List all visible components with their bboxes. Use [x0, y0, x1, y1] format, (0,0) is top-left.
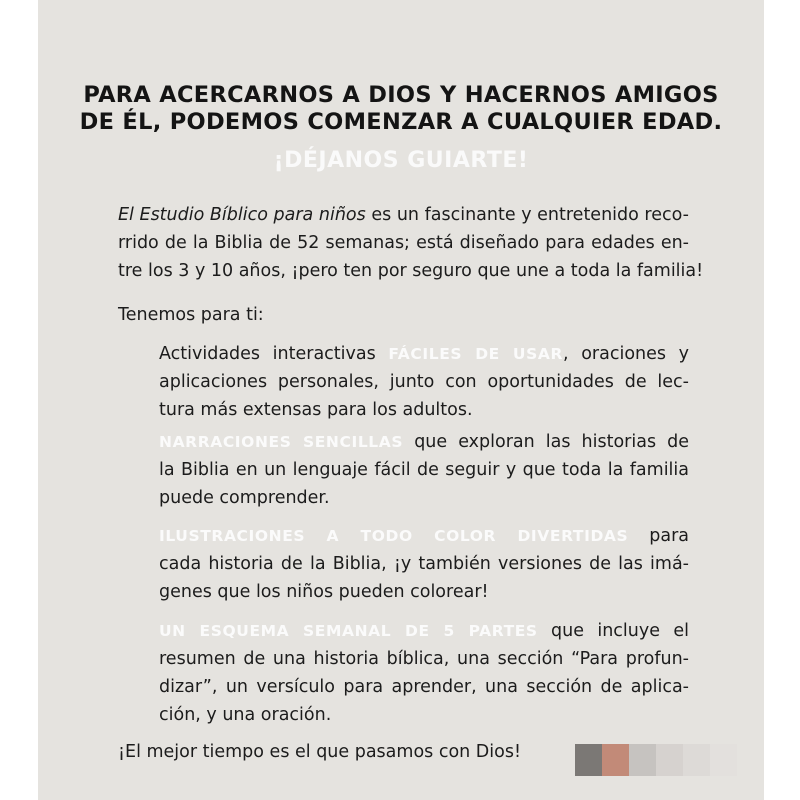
feature-2-suffix: que exploran las historias de [414, 432, 689, 452]
barcode-placeholder [575, 744, 737, 776]
barcode-swatch [683, 744, 710, 776]
feature-3-line-3: genes que los niños pueden colorear! [159, 582, 489, 602]
feature-4-line-1 [159, 619, 689, 643]
feature-1-prefix: Actividades interactivas [159, 344, 376, 364]
headline-line-1: PARA ACERCARNOS A DIOS Y HACERNOS AMIGOS [83, 82, 719, 108]
intro-title-italic-1: El Estudio Bíblico [118, 205, 268, 225]
closing-line: ¡El mejor tiempo es el que pasamos con Dios! [118, 742, 521, 762]
feature-3-line-1 [159, 524, 689, 548]
back-cover-page [38, 0, 764, 800]
feature-2-line-2: la Biblia en un lenguaje fácil de seguir y que toda la familia [159, 460, 689, 480]
feature-2-line-3: puede comprender. [159, 488, 330, 508]
barcode-swatch [710, 744, 737, 776]
feature-2-highlight: NARRACIONES SENCILLAS [159, 433, 404, 451]
feature-2-line-1 [159, 430, 689, 454]
feature-1-line-3: tura más extensas para los adultos. [159, 400, 473, 420]
feature-3-suffix: para [649, 526, 689, 546]
feature-4-line-4: ción, y una oración. [159, 705, 332, 725]
barcode-swatch [602, 744, 629, 776]
headline-line-2: DE ÉL, PODEMOS COMENZAR A CUALQUIER EDAD. [79, 109, 723, 135]
barcode-swatch [656, 744, 683, 776]
feature-1-highlight: FÁCILES DE USAR [388, 345, 564, 363]
feature-3-highlight: ILUSTRACIONES A TODO COLOR DIVERTIDAS [159, 527, 629, 545]
feature-4-suffix: que incluye el [551, 621, 689, 641]
intro-line-3: tre los 3 y 10 años, ¡pero ten por seguro que une a toda la familia! [118, 261, 704, 281]
lead-in: Tenemos para ti: [118, 305, 264, 325]
intro-line-1 [118, 203, 689, 227]
feature-4-line-3: dizar”, un versículo para aprender, una sección de aplica- [159, 677, 689, 697]
feature-1-suffix: , oraciones y [563, 344, 689, 364]
feature-4-highlight: UN ESQUEMA SEMANAL DE 5 PARTES [159, 622, 538, 640]
subheadline: ¡DÉJANOS GUIARTE! [273, 148, 529, 173]
intro-line-1-text: es un fascinante y entretenido reco- [371, 205, 689, 225]
feature-1-line-1 [159, 342, 689, 366]
intro-title-italic-2: para niños [273, 205, 366, 225]
feature-4-line-2: resumen de una historia bíblica, una sección “Para profun- [159, 649, 689, 669]
barcode-swatch [575, 744, 602, 776]
intro-line-2: rrido de la Biblia de 52 semanas; está diseñado para edades en- [118, 233, 689, 253]
barcode-swatch [629, 744, 656, 776]
feature-3-line-2: cada historia de la Biblia, ¡y también versiones de las imá- [159, 554, 689, 574]
feature-1-line-2: aplicaciones personales, junto con oportunidades de lec- [159, 372, 689, 392]
